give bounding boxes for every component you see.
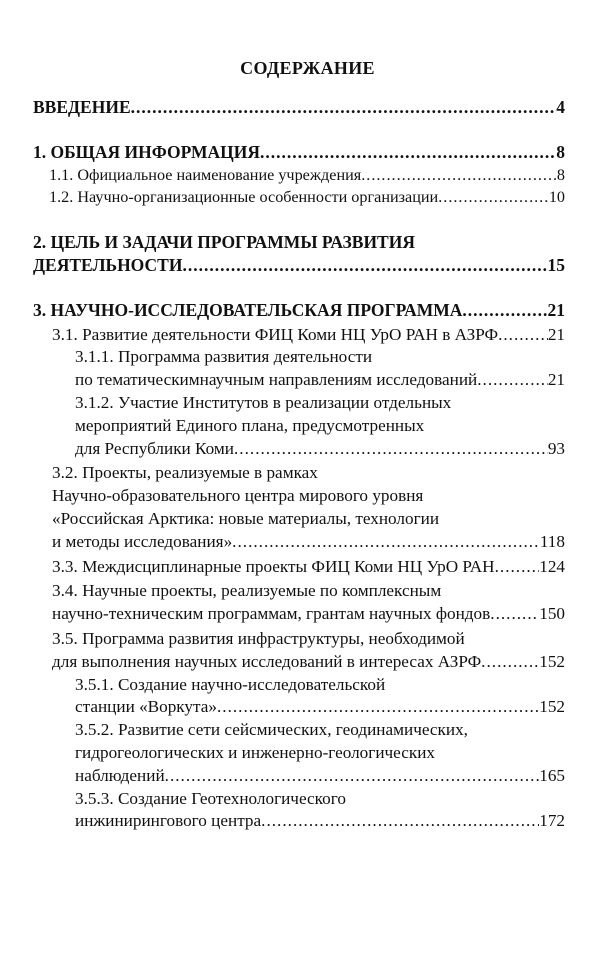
toc-entry-text: ВВЕДЕНИЕ [33, 97, 131, 117]
toc-entry-line [52, 580, 565, 603]
dot-leader [438, 186, 549, 209]
page-number: 152 [539, 651, 565, 671]
toc-entry-line [33, 141, 565, 164]
dot-leader [361, 164, 557, 187]
toc-entry-line [75, 719, 565, 742]
toc-entry-text: 1. ОБЩАЯ ИНФОРМАЦИЯ [33, 141, 261, 162]
toc-entry-text: 3.1.1. Программа развития деятельности [75, 347, 373, 367]
page-number: 21 [547, 299, 565, 320]
page-number: 93 [547, 438, 565, 458]
page-number: 152 [539, 697, 565, 717]
toc-entry-line [49, 164, 565, 187]
toc-entry-line [33, 254, 565, 277]
toc-entry-text: 3.4. Научные проекты, реализуемые по комплексным [52, 581, 442, 601]
toc-entry-text: 3.5. Программа развития инфраструктуры, необходимой [52, 628, 465, 648]
toc-entry-text: для выполнения научных исследований в интересах АЗРФ [52, 651, 482, 671]
toc-entry-line [52, 531, 565, 554]
dot-leader [260, 141, 556, 164]
toc-entry-line [75, 438, 565, 461]
toc-entry-line [75, 788, 565, 811]
toc-entry-text: мероприятий Единого плана, предусмотренных [75, 415, 425, 435]
toc-entry-text: 3. НАУЧНО-ИССЛЕДОВАТЕЛЬСКАЯ ПРОГРАММА [33, 299, 463, 320]
toc-entry-line [52, 651, 565, 674]
dot-leader [477, 369, 548, 392]
toc-entry[interactable] [33, 674, 565, 720]
toc-entry-text: по тематическимнаучным направлениям исследований [75, 370, 478, 390]
toc-entry[interactable] [33, 788, 565, 834]
toc-entry-line [52, 603, 565, 626]
toc-entry-text: 1.2. Научно-организационные особенности организации [49, 188, 439, 207]
toc-entry-text: 3.1.2. Участие Институтов в реализации отдельных [75, 392, 452, 412]
toc-entry-line [52, 556, 565, 579]
toc-entry-text: станции «Воркута» [75, 697, 217, 717]
toc-entry-text: 3.5.2. Развитие сети сейсмических, геодинамических, [75, 720, 468, 740]
toc-entry[interactable] [33, 628, 565, 674]
toc-entry-line [75, 415, 565, 438]
toc-entry-line [33, 96, 565, 119]
dot-leader [490, 603, 539, 626]
toc-entry[interactable] [33, 186, 565, 209]
page-number: 8 [556, 141, 565, 162]
page-number: 165 [539, 765, 565, 785]
toc-entry[interactable] [33, 346, 565, 392]
page-number: 124 [539, 556, 565, 576]
dot-leader [462, 299, 547, 322]
toc-entry-line [49, 186, 565, 209]
toc-entry-line [75, 392, 565, 415]
toc-entry[interactable] [33, 299, 565, 322]
toc-entry[interactable] [33, 719, 565, 787]
toc-entry-text: 3.5.3. Создание Геотехнологического [75, 788, 346, 808]
toc-entry[interactable] [33, 556, 565, 579]
dot-leader [234, 438, 548, 461]
toc-entry-line [75, 696, 565, 719]
dot-leader [232, 531, 540, 554]
toc-entry-text: 3.2. Проекты, реализуемые в рамках [52, 463, 318, 483]
page-number: 118 [539, 531, 565, 551]
dot-leader [261, 810, 539, 833]
table-of-contents [33, 96, 565, 833]
page-number: 150 [539, 604, 565, 624]
toc-entry[interactable] [33, 231, 565, 277]
toc-entry-text: инжинирингового центра [75, 811, 262, 831]
toc-entry-line [75, 742, 565, 765]
toc-entry-line [33, 299, 565, 322]
toc-entry[interactable] [33, 392, 565, 460]
dot-leader [498, 324, 548, 347]
page-number: 15 [547, 254, 565, 275]
toc-entry-text: Научно-образовательного центра мирового уровня [52, 486, 424, 506]
toc-entry-line [33, 231, 565, 254]
toc-entry-text: гидрогеологических и инженерно-геологических [75, 742, 435, 762]
toc-entry[interactable] [33, 324, 565, 347]
page-number: 21 [547, 370, 565, 390]
dot-leader [182, 254, 547, 277]
toc-entry[interactable] [33, 580, 565, 626]
toc-entry-line [52, 628, 565, 651]
page-number: 21 [547, 324, 565, 344]
toc-entry-text: 3.5.1. Создание научно-исследовательской [75, 674, 386, 694]
toc-entry-line [75, 369, 565, 392]
page-title: СОДЕРЖАНИЕ [240, 58, 375, 78]
toc-entry-text: научно-техническим программам, грантам научных фондов [52, 604, 491, 624]
dot-leader [217, 696, 539, 719]
toc-entry-text: 2. ЦЕЛЬ И ЗАДАЧИ ПРОГРАММЫ РАЗВИТИЯ [33, 232, 415, 253]
dot-leader [495, 556, 540, 579]
toc-entry-line [52, 485, 565, 508]
toc-entry-text: ДЕЯТЕЛЬНОСТИ [33, 254, 183, 275]
dot-leader [131, 96, 557, 119]
page-number: 8 [556, 165, 565, 184]
page-number: 172 [539, 811, 565, 831]
toc-entry-text: «Российская Арктика: новые материалы, технологии [52, 508, 440, 528]
toc-entry-line [75, 674, 565, 697]
page-number: 4 [556, 97, 565, 117]
dot-leader [481, 651, 539, 674]
dot-leader [165, 765, 540, 788]
toc-entry-text: 3.3. Междисциплинарные проекты ФИЦ Коми НЦ УрО РАН [52, 556, 495, 576]
toc-entry-text: наблюдений [75, 765, 165, 785]
toc-entry-text: и методы исследования» [52, 531, 233, 551]
toc-entry-line [75, 765, 565, 788]
toc-entry-line [52, 324, 565, 347]
toc-entry[interactable] [33, 96, 565, 119]
toc-entry-line [75, 810, 565, 833]
page-number: 10 [548, 188, 565, 207]
toc-entry-line [52, 508, 565, 531]
toc-entry-line [75, 346, 565, 369]
toc-entry[interactable] [33, 164, 565, 187]
toc-entry-text: для Республики Коми [75, 438, 234, 458]
toc-entry[interactable] [33, 141, 565, 164]
toc-entry[interactable] [33, 462, 565, 553]
toc-entry-text: 3.1. Развитие деятельности ФИЦ Коми НЦ УрО РАН в АЗРФ [52, 324, 499, 344]
toc-entry-text: 1.1. Официальное наименование учреждения [49, 165, 362, 184]
toc-entry-line [52, 462, 565, 485]
